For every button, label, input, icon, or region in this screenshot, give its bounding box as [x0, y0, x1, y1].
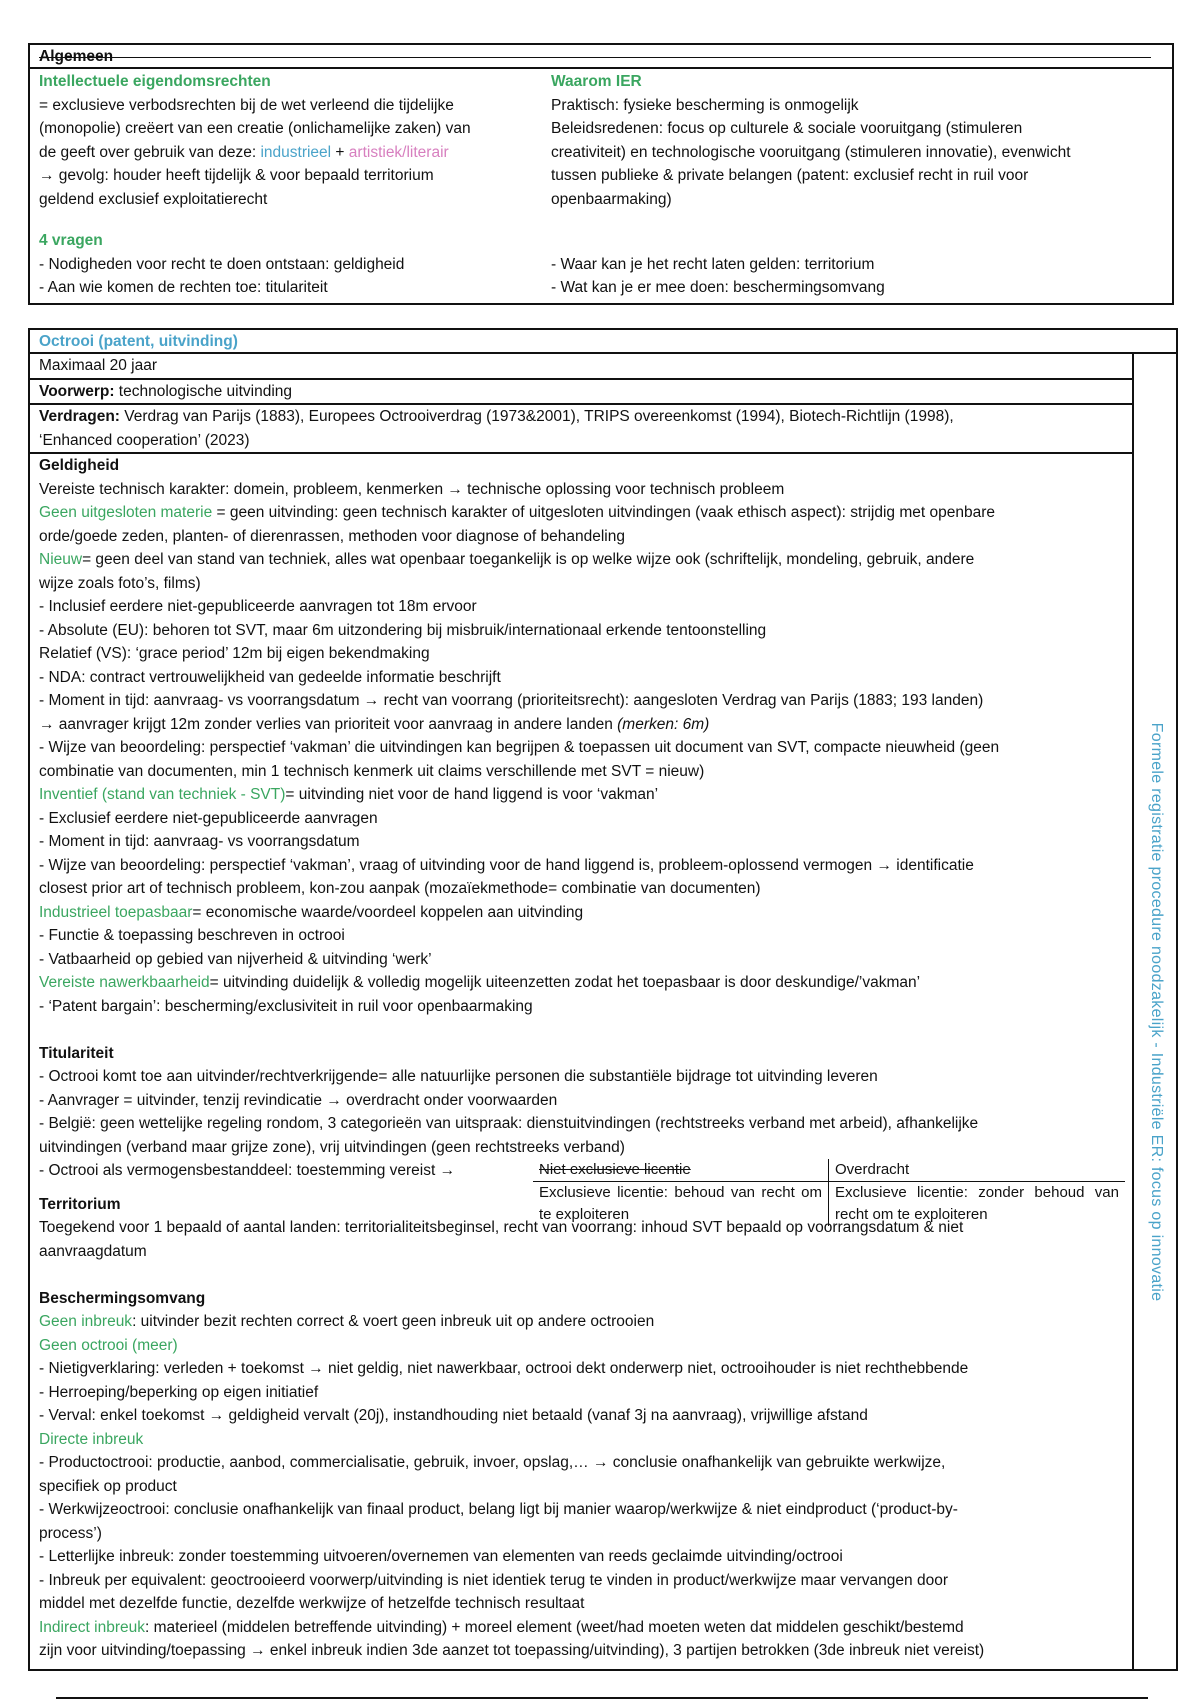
geldigheid-text: = economische waarde/voordeel koppelen aan uitvinding [192, 903, 584, 921]
criterium-term: Geen inbreuk [39, 1313, 133, 1330]
voorwerp-row [30, 380, 1132, 406]
geldigheid-line: - Moment in tijd: aanvraag- vs voorrangsdatum → recht van voorrang (prioriteitsrecht): aangesloten Verdrag van Parijs (1883; 193 landen) [39, 692, 984, 709]
bescherming-line: process’) [39, 1524, 102, 1542]
bescherming-text: : uitvinder bezit rechten correct & voert geen inbreuk uit op andere octrooien [132, 1313, 655, 1330]
geldigheid-line: - Absolute (EU): behoren tot SVT, maar 6m uitzondering bij misbruik/internationaal erkende tentoonstelling [39, 621, 767, 639]
verdragen-row [30, 405, 1132, 454]
bescherming-line: specifiek op product [39, 1477, 177, 1495]
territorium-heading: Territorium [39, 1195, 121, 1213]
titulariteit-line: - Octrooi als vermogensbestanddeel: toestemming vereist → [39, 1162, 456, 1179]
table-cell: Exclusieve licentie: behoud van recht om te exploiteren [533, 1182, 829, 1226]
bescherming-line [39, 1616, 1122, 1640]
geldigheid-text: = geen deel van stand van techniek, alles wat openbaar toegankelijk is op welke wijze ook (schriftelijk, mondeling, gebruik, andere [82, 551, 975, 568]
duur-row: Maximaal 20 jaar [30, 354, 1132, 380]
geldigheid-line [39, 783, 1122, 807]
voorwerp-label: Voorwerp: [39, 382, 115, 400]
bescherming-text: : materieel (middelen betreffende uitvinding) + moreel element (weet/had moeten weten dat middelen geschikt/bestemd [144, 1618, 964, 1636]
industrieel-term: industrieel [260, 143, 332, 161]
geldigheid-line: Relatief (VS): ‘grace period’ 12m bij eigen bekendmaking [39, 645, 430, 662]
ier-line: (monopolie) creëert van een creatie (onlichamelijke zaken) van [39, 120, 471, 137]
titulariteit-heading: Titulariteit [39, 1044, 114, 1062]
geldigheid-line: - Inclusief eerdere niet-gepubliceerde aanvragen tot 18m ervoor [39, 598, 477, 615]
territorium-line: Toegekend voor 1 bepaald of aantal landen: territorialiteitsbeginsel, recht van voorrang: inhoud SVT bepaald op voorrangsdatum & niet [39, 1219, 964, 1236]
title-strike-line [39, 57, 1151, 58]
bescherming-subheading: Directe inbreuk [39, 1430, 144, 1448]
geldigheid-line: - NDA: contract vertrouwelijkheid van gedeelde informatie beschrijft [39, 668, 501, 686]
algemeen-title: Algemeen [39, 48, 114, 65]
territorium-line: aanvraagdatum [39, 1242, 147, 1260]
bescherming-line: zijn voor uitvinding/toepassing → enkel inbreuk indien 3de aanzet tot toepassing/uitvinding), 3 partijen betrokken (3de inbreuk niet vereist) [39, 1642, 985, 1659]
ier-line: → gevolg: houder heeft tijdelijk & voor bepaald territorium [39, 167, 434, 184]
geldigheid-line [39, 548, 1122, 572]
geldigheid-line: closest prior art of technisch probleem, kon-zou aanpak (mozaïekmethode= combinatie van documenten) [39, 880, 761, 897]
waarom-line: creativiteit) en technologische vooruitgang (stimuleren innovatie), evenwicht [551, 143, 1071, 161]
merken-note: (merken: 6m) [617, 715, 710, 733]
geldigheid-text: = geen uitvinding: geen technisch karakter of uitgesloten uitvindingen (vaak ethisch aspect): strijdig met openbare [212, 504, 995, 521]
bescherming-line: - Herroeping/beperking op eigen initiatief [39, 1383, 319, 1401]
bescherming-line [39, 1310, 1122, 1334]
geldigheid-line [39, 501, 1122, 525]
waarom-line: Beleidsredenen: focus op culturele & sociale vooruitgang (stimuleren [551, 120, 1023, 137]
vraag-item: - Aan wie komen de rechten toe: titulariteit [39, 279, 328, 296]
vraag-item: - Nodigheden voor recht te doen ontstaan: geldigheid [39, 255, 405, 273]
vraag-item: - Waar kan je het recht laten gelden: territorium [551, 255, 875, 273]
geldigheid-line: - Functie & toepassing beschreven in octrooi [39, 927, 345, 944]
geldigheid-line: wijze zoals foto’s, films) [39, 574, 201, 592]
geldigheid-line [39, 713, 1122, 737]
algemeen-section [28, 43, 1174, 305]
titulariteit-line: - Octrooi komt toe aan uitvinder/rechtverkrijgende= alle natuurlijke personen die substantiële bijdrage tot uitvinding leveren [39, 1068, 878, 1085]
criterium-term: Indirect inbreuk [39, 1618, 145, 1636]
geldigheid-line [39, 971, 1122, 995]
ier-line: = exclusieve verbodsrechten bij de wet verleend die tijdelijke [39, 96, 454, 114]
table-cell: Exclusieve licentie: zonder behoud van recht om te exploiteren [835, 1184, 1119, 1223]
criterium-term: Geen uitgesloten materie [39, 504, 213, 521]
titulariteit-line: - België: geen wettelijke regeling rondom, 3 categorieën van uitspraak: dienstuitvindingen (rechtstreeks verband met arbeid), afhankelijke [39, 1115, 979, 1132]
ier-line [39, 141, 541, 165]
geldigheid-text: = uitvinding duidelijk & volledig mogelijk uiteenzetten zodat het toepasbaar is door deskundige/’vakman’ [209, 974, 921, 991]
bescherming-line: - Letterlijke inbreuk: zonder toestemming uitvoeren/overnemen van elementen van reeds geclaimde uitvinding/octrooi [39, 1548, 843, 1565]
bottom-divider [56, 1697, 1148, 1699]
bescherming-line: - Verval: enkel toekomst → geldigheid vervalt (20j), instandhouding niet betaald (vanaf 3j na aanvraag), vrijwillige afstand [39, 1407, 868, 1424]
geldigheid-line: - Wijze van beoordeling: perspectief ‘vakman’ die uitvindingen kan begrijpen & toepassen uit document van SVT, compacte nieuwheid (geen [39, 739, 1000, 756]
titulariteit-line: - Aanvrager = uitvinder, tenzij revindicatie → overdracht onder voorwaarden [39, 1091, 558, 1109]
geldigheid-line: orde/goede zeden, planten- of dierenrassen, methoden voor diagnose of behandeling [39, 527, 625, 545]
geldigheid-line: - Vatbaarheid op gebied van nijverheid & uitvinding ‘werk’ [39, 950, 432, 968]
geldigheid-text: → aanvrager krijgt 12m zonder verlies van prioriteit voor aanvraag in andere landen [39, 715, 618, 733]
artistiek-term: artistiek/literair [348, 143, 449, 161]
waarom-line: tussen publieke & private belangen (patent: exclusief recht in ruil voor [551, 167, 1029, 184]
bescherming-line: - Werkwijzeoctrooi: conclusie onafhankelijk van finaal product, belang ligt bij manier waarop/werkwijze & niet eindproduct (‘product-by- [39, 1501, 958, 1518]
geldigheid-line: combinatie van documenten, min 1 technisch kenmerk uit claims verschillende met SVT = nieuw) [39, 762, 705, 780]
octrooi-content [30, 354, 1134, 1669]
criterium-term: Inventief (stand van techniek - SVT) [39, 786, 286, 803]
bescherming-line: middel met dezelfde functie, dezelfde werkwijze of hetzelfde technisch resultaat [39, 1595, 585, 1612]
geldigheid-line: Vereiste technisch karakter: domein, probleem, kenmerken → technische oplossing voor technisch probleem [39, 480, 785, 498]
geldigheid-heading: Geldigheid [39, 457, 120, 474]
algemeen-title-row [30, 45, 1172, 69]
vragen-heading: 4 vragen [39, 232, 103, 249]
titulariteit-line: uitvindingen (verband maar grijze zone), vrij uitvindingen (geen rechtstreeks verband) [39, 1138, 625, 1156]
ier-line-text: de geeft over gebruik van deze: [39, 143, 261, 161]
geldigheid-line: - Wijze van beoordeling: perspectief ‘vakman’, vraag of uitvinding voor de hand liggend is, probleem-oplossend vermogen → identificatie [39, 856, 974, 874]
ier-line: geldend exclusief exploitatierecht [39, 190, 268, 208]
bescherming-subheading: Geen octrooi (meer) [39, 1336, 178, 1354]
table-header-niet-exclusief: Niet exclusieve licentie [533, 1159, 829, 1181]
bescherming-line: - Nietigverklaring: verleden + toekomst → niet geldig, niet nawerkbaar, octrooi dekt onderwerp niet, octrooihouder is niet rechthebbende [39, 1360, 969, 1377]
waarom-line: Praktisch: fysieke bescherming is onmogelijk [551, 96, 859, 114]
ier-heading: Intellectuele eigendomsrechten [39, 73, 271, 90]
waarom-line: openbaarmaking) [551, 190, 672, 208]
geldigheid-text: = uitvinding niet voor de hand liggend is voor ‘vakman’ [285, 786, 659, 803]
waarom-heading: Waarom IER [551, 73, 642, 90]
geldigheid-section [30, 454, 1132, 1018]
licentie-table [533, 1159, 1125, 1226]
bescherming-line: - Productoctrooi: productie, aanbod, commercialisatie, gebruik, invoer, opslag,… → conclusie onafhankelijk van gebruikte werkwijze, [39, 1454, 946, 1471]
bescherming-line: - Inbreuk per equivalent: geoctrooieerd voorwerp/uitvinding is niet identiek terug te vinden in product/werkwijze maar vervangen door [39, 1571, 948, 1589]
geldigheid-line: - Exclusief eerdere niet-gepubliceerde aanvragen [39, 809, 378, 827]
ier-column [39, 70, 541, 211]
voorwerp-text: technologische uitvinding [114, 382, 293, 400]
geldigheid-line: - Moment in tijd: aanvraag- vs voorrangsdatum [39, 833, 360, 850]
plus-sign: + [331, 143, 349, 161]
octrooi-section [28, 328, 1178, 1671]
geldigheid-line: - ‘Patent bargain’: bescherming/exclusiviteit in ruil voor openbaarmaking [39, 997, 533, 1015]
criterium-term: Vereiste nawerkbaarheid [39, 974, 210, 991]
vraag-item: - Wat kan je er mee doen: beschermingsomvang [551, 279, 885, 296]
verdragen-label: Verdragen: [39, 408, 120, 425]
octrooi-title: Octrooi (patent, uitvinding) [30, 330, 1176, 354]
vertical-sidebar [1136, 354, 1176, 1669]
bescherming-heading: Beschermingsomvang [39, 1289, 206, 1307]
criterium-term: Nieuw [39, 551, 83, 568]
criterium-term: Industrieel toepasbaar [39, 903, 193, 921]
bescherming-section [30, 1287, 1132, 1663]
geldigheid-line [39, 901, 1122, 925]
verdragen-text-2: ‘Enhanced cooperation’ (2023) [39, 431, 250, 449]
waarom-column [551, 70, 1163, 211]
table-header-overdracht: Overdracht [835, 1161, 910, 1178]
verdragen-text: Verdrag van Parijs (1883), Europees Octrooiverdrag (1973&2001), TRIPS overeenkomst (1994), Biotech-Richtlijn (1998), [119, 408, 954, 425]
sidebar-text: Formele registratie procedure noodzakelijk - Industriële ER: focus op innovatie [1147, 722, 1165, 1301]
